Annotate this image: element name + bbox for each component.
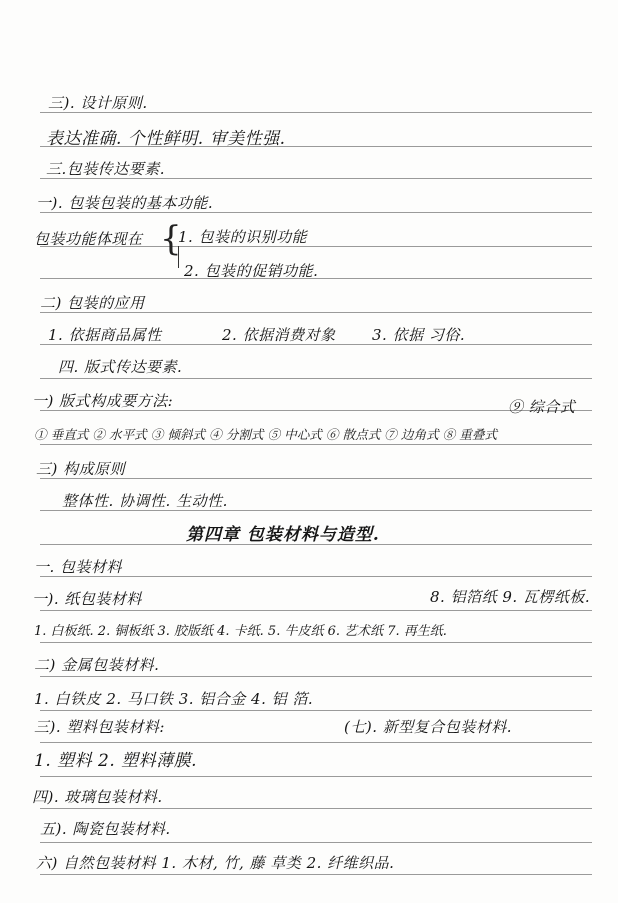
note-line: 四). 玻璃包装材料. <box>32 788 163 806</box>
connector-line <box>178 246 179 268</box>
note-line: 包装功能体现在 <box>34 230 143 248</box>
note-line: 四. 版式传达要素. <box>58 358 183 376</box>
ruled-line <box>40 444 592 445</box>
note-line: 1. 塑料 2. 塑料薄膜. <box>34 751 198 771</box>
note-line: 一) 版式构成要方法: <box>32 392 174 410</box>
note-line: 五). 陶瓷包装材料. <box>40 820 171 838</box>
ruled-line <box>40 842 592 843</box>
note-line: 表达准确. 个性鲜明. 审美性强. <box>46 129 286 149</box>
note-line: 一. 包装材料 <box>34 558 123 576</box>
note-line: 1. 依据商品属性 <box>48 326 162 344</box>
note-line: 二) 包装的应用 <box>40 294 145 312</box>
note-line: (七). 新型复合包装材料. <box>344 718 513 736</box>
note-line: 整体性. 协调性. 生动性. <box>62 492 228 510</box>
ruled-line <box>40 742 592 743</box>
ruled-line <box>40 676 592 677</box>
note-line: 三) 构成原则 <box>36 460 126 478</box>
brace-icon: { <box>160 219 182 259</box>
ruled-line <box>40 378 592 379</box>
note-line: 三). 设计原则. <box>48 94 148 112</box>
ruled-line <box>40 610 592 611</box>
ruled-line <box>40 776 592 777</box>
note-line: 2. 包装的促销功能. <box>184 262 319 280</box>
note-line: 1. 白铁皮 2. 马口铁 3. 铝合金 4. 铝 箔. <box>34 690 314 708</box>
chapter-title: 第四章 包装材料与造型. <box>186 525 380 545</box>
ruled-line <box>40 710 592 711</box>
ruled-line <box>40 642 592 643</box>
note-line: 二) 金属包装材料. <box>34 656 160 674</box>
note-line: 1. 白板纸. 2. 铜板纸 3. 胶版纸 4. 卡纸. 5. 牛皮纸 6. 艺术纸 7. 再生纸. <box>34 624 447 639</box>
note-line: 1. 包装的识别功能 <box>178 228 308 246</box>
ruled-line <box>40 874 592 875</box>
ruled-line <box>40 576 592 577</box>
note-line: 六) 自然包装材料 1. 木材, 竹, 藤 草类 2. 纤维织品. <box>36 854 395 872</box>
note-line: 8. 铝箔纸 9. 瓦楞纸板. <box>430 588 591 606</box>
note-line: 一). 纸包装材料 <box>32 590 142 608</box>
note-line: ① 垂直式 ② 水平式 ③ 倾斜式 ④ 分割式 ⑤ 中心式 ⑥ 散点式 ⑦ 边角式 ⑧ 重叠式 <box>34 427 498 442</box>
ruled-line <box>40 808 592 809</box>
note-line: 三). 塑料包装材料: <box>34 718 165 736</box>
note-line: ⑨ 综合式 <box>508 398 576 416</box>
note-line: 3. 依据 习俗. <box>372 326 466 344</box>
note-line: 一). 包装包装的基本功能. <box>36 194 214 212</box>
note-line: 2. 依据消费对象 <box>222 326 336 344</box>
note-line: 三.包装传达要素. <box>46 160 166 178</box>
